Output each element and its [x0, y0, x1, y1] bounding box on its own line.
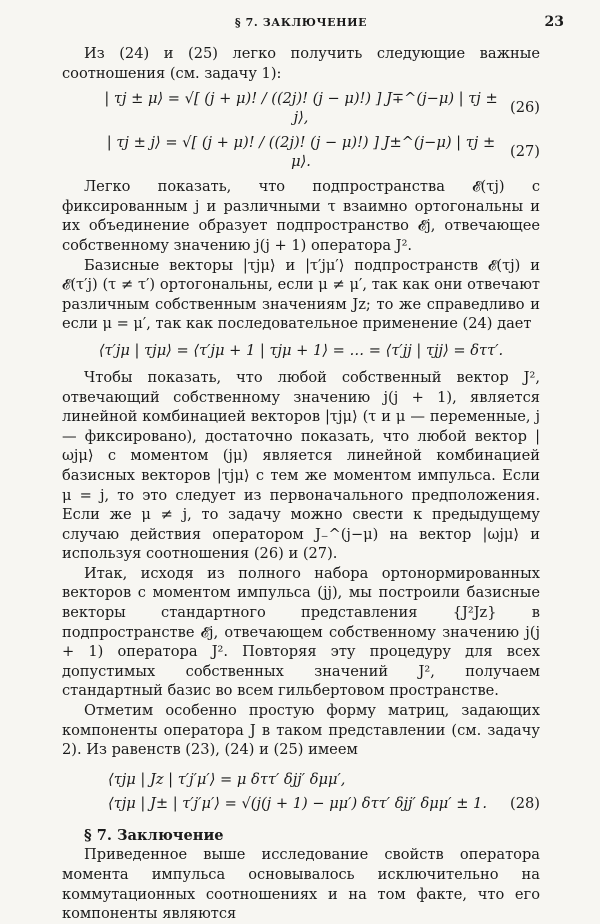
equation-26 [62, 89, 540, 127]
paragraph-standard-basis: Итак, исходя из полного набора ортонормированных векторов с моментом импульса (jj), мы построили базисные векторы стандартного представления {J²Jz} в подпространстве 𝓔j, отвечающем собственному значению j(j + 1) оператора J². Повторяя эту процедуру для всех допустимых собственных значений J², получаем стандартный базис во всем гильбертовом пространстве. [62, 564, 540, 700]
section-heading: § 7. Заключение [84, 826, 224, 844]
paragraph-matrix-form: Отметим особенно простую форму матриц, задающих компоненты оператора J в таком представлении (см. задачу 2). Из равенств (23), (24) и (25) имеем [62, 702, 540, 759]
equation-orthogonality: ⟨τ′jμ | τjμ⟩ = ⟨τ′jμ + 1 | τjμ + 1⟩ = … = ⟨τ′jj | τjj⟩ = δττ′. [98, 341, 504, 359]
page-body [62, 44, 540, 924]
equation-28-row-pm [62, 792, 540, 816]
equation-28-row-z [62, 768, 540, 792]
paragraph-subspaces: Легко показать, что подпространства 𝓔(τj) с фиксированным j и различными τ взаимно ортогональны и их объединение образует подпространство 𝓔j, отвечающее собственному значению j(j + 1) оператора J². [62, 178, 540, 254]
equation-26-expression: | τj ± μ⟩ = √[ (j + μ)! / ((2j)! (j − μ)!) ] J∓^(j−μ) | τj ± j⟩, [104, 89, 498, 127]
paragraph-basis-vectors: Базисные векторы |τjμ⟩ и |τ′jμ′⟩ подпространств 𝓔(τj) и 𝓔(τ′j) (τ ≠ τ′) ортогональны, если μ ≠ μ′, так как они отвечают различным собственным значениям Jz; то же справедливо и если μ = μ′, так как последовательное применение (24) дает [62, 256, 540, 333]
equation-28 [62, 768, 540, 816]
equation-28-pm-expression: ⟨τjμ | J± | τ′j′μ′⟩ = √(j(j + 1) − μμ′) δττ′ δjj′ δμμ′ ± 1. [108, 794, 487, 812]
equation-27-number: (27) [510, 143, 540, 161]
paragraph-linear-combination: Чтобы показать, что любой собственный вектор J², отвечающий собственному значению j(j + 1), является линейной комбинацией векторов |τjμ⟩ (τ и μ — переменные, j — фиксировано), достаточно показать, что любой вектор |ωjμ⟩ с моментом (jμ) является линейной комбинацией базисных векторов |τjμ⟩ с тем же моментом импульса. Если μ = j, то это следует из первоначального предположения. Если же μ ≠ j, то задачу можно свести к предыдущему случаю действия оператором J₋^(j−μ) на вектор |ωjμ⟩ и используя соотношения (26) и (27). [62, 368, 540, 563]
paragraph-conclusion: Приведенное выше исследование свойств оператора момента импульса основывалось исключительно на коммутационных соотношениях и на том факте, что его компоненты являются [62, 846, 540, 923]
equation-26-number: (26) [510, 99, 540, 117]
equation-27-expression: | τj ± j⟩ = √[ (j + μ)! / ((2j)! (j − μ)!) ] J±^(j−μ) | τj ± μ⟩. [106, 133, 496, 171]
equation-28-z-expression: ⟨τjμ | Jz | τ′j′μ′⟩ = μ δττ′ δjj′ δμμ′, [108, 770, 346, 788]
page-number: 23 [544, 14, 564, 30]
paragraph-intro: Из (24) и (25) легко получить следующие важные соотношения (см. задачу 1): [62, 45, 540, 82]
running-head: § 7. ЗАКЛЮЧЕНИЕ [234, 16, 368, 29]
equation-28-number: (28) [510, 794, 540, 812]
equation-27 [62, 133, 540, 171]
